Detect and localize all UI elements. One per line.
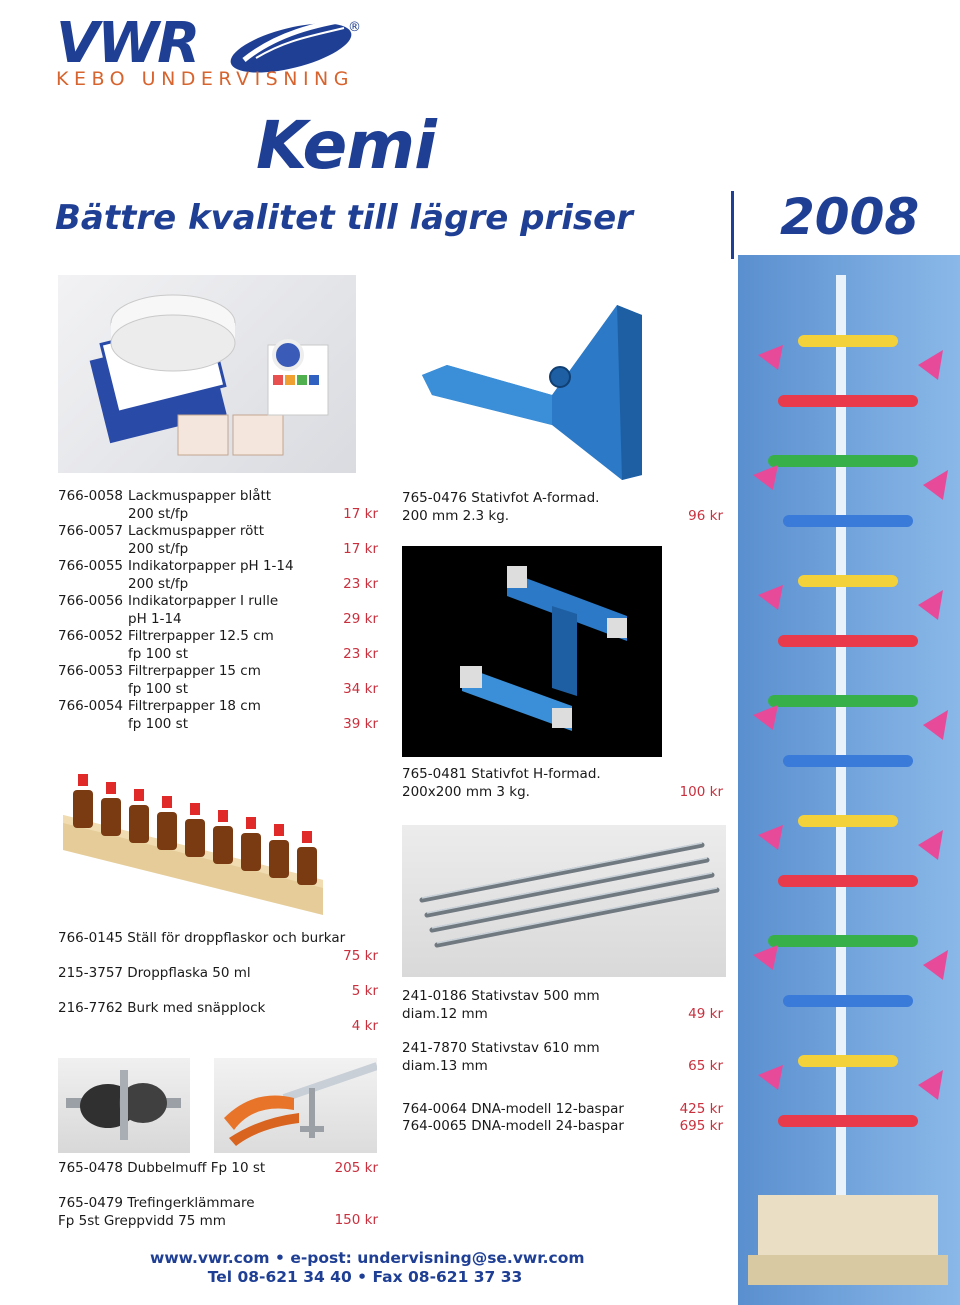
finger-clamp-photo — [214, 1058, 377, 1153]
price: 17 kr — [343, 540, 378, 557]
footer-contact — [150, 1249, 585, 1287]
price: 29 kr — [343, 610, 378, 627]
website-link[interactable]: www.vwr.com — [150, 1249, 270, 1267]
price: 23 kr — [343, 645, 378, 662]
list-item: 200 st/fp 17 kr — [128, 505, 378, 522]
double-muff-desc: 765-0478 Dubbelmuff Fp 10 st — [58, 1160, 266, 1176]
bottle-rack-desc: 766-0145 Ställ för droppflaskor och burkar — [58, 930, 346, 946]
tagline: Bättre kvalitet till lägre priser — [55, 198, 633, 238]
price: 17 kr — [343, 505, 378, 522]
stand-h-price: 100 kr — [679, 784, 723, 800]
list-item: 200 st/fp 23 kr — [128, 575, 378, 592]
year-divider — [731, 191, 734, 259]
fax: Fax 08-621 37 33 — [372, 1268, 523, 1286]
list-item: fp 100 st 39 kr — [128, 715, 378, 732]
vwr-logo — [56, 11, 366, 94]
rod-610-price: 65 kr — [688, 1058, 723, 1074]
rods-photo — [402, 825, 726, 977]
finger-clamp-desc: 765-0479 Trefingerklämmare Fp 5st Greppvidd 75 mm — [58, 1195, 255, 1229]
jar-price: 4 kr — [351, 1018, 378, 1034]
dropper-bottle-desc: 215-3757 Droppflaska 50 ml — [58, 965, 251, 981]
list-item: fp 100 st 23 kr — [128, 645, 378, 662]
double-muff-price: 205 kr — [334, 1160, 378, 1176]
dropper-bottle-price: 5 kr — [351, 983, 378, 999]
year: 2008 — [780, 188, 920, 246]
rod-610-desc: 241-7870 Stativstav 610 mm diam.13 mm — [402, 1040, 600, 1074]
list-item: 766-0053 Filtrerpapper 15 cm — [58, 663, 261, 679]
paper-products-photo — [58, 275, 356, 473]
list-item: 766-0055 Indikatorpapper pH 1-14 — [58, 558, 294, 574]
finger-clamp-price: 150 kr — [334, 1212, 378, 1228]
list-item: 766-0054 Filtrerpapper 18 cm — [58, 698, 261, 714]
footer-line-1: www.vwr.com • e-post: undervisning@se.vwr.com — [150, 1249, 585, 1267]
list-item: 766-0057 Lackmuspapper rött — [58, 523, 265, 539]
stand-a-photo — [402, 275, 660, 482]
leaf-logo-icon — [216, 14, 366, 74]
dna-24-desc: 764-0065 DNA-modell 24-baspar — [402, 1118, 624, 1134]
paper-list — [58, 488, 378, 733]
price: 23 kr — [343, 575, 378, 592]
dna-12-desc: 764-0064 DNA-modell 12-baspar — [402, 1101, 624, 1117]
jar-desc: 216-7762 Burk med snäpplock — [58, 1000, 266, 1016]
bottle-rack-photo — [58, 770, 328, 918]
rod-500-price: 49 kr — [688, 1006, 723, 1022]
logo-subtitle: KEBO UNDERVISNING — [56, 68, 354, 90]
price: 34 kr — [343, 680, 378, 697]
stand-a-desc: 765-0476 Stativfot A-formad. 200 mm 2.3 kg. — [402, 490, 600, 524]
list-item: 766-0058 Lackmuspapper blått — [58, 488, 272, 504]
list-item: 766-0056 Indikatorpapper I rulle — [58, 593, 279, 609]
double-muff-photo — [58, 1058, 190, 1153]
bottle-rack-price: 75 kr — [343, 948, 378, 964]
list-item: 200 st/fp 17 kr — [128, 540, 378, 557]
email-link[interactable]: e-post: undervisning@se.vwr.com — [290, 1249, 585, 1267]
price: 39 kr — [343, 715, 378, 732]
stand-h-photo — [402, 546, 662, 757]
dna-12-price: 425 kr — [679, 1101, 723, 1117]
dna-model-photo — [738, 255, 960, 1305]
stand-h-desc: 765-0481 Stativfot H-formad. 200x200 mm 3 kg. — [402, 766, 601, 800]
dna-24-price: 695 kr — [679, 1118, 723, 1134]
footer-line-2: Tel 08-621 34 40 • Fax 08-621 37 33 — [207, 1268, 523, 1286]
phone: Tel 08-621 34 40 — [207, 1268, 352, 1286]
rod-500-desc: 241-0186 Stativstav 500 mm diam.12 mm — [402, 988, 600, 1022]
list-item: fp 100 st 34 kr — [128, 680, 378, 697]
registered-mark: ® — [348, 20, 361, 35]
list-item: 766-0052 Filtrerpapper 12.5 cm — [58, 628, 274, 644]
logo-text: VWR — [56, 11, 199, 76]
page-title: Kemi — [256, 107, 436, 184]
stand-a-price: 96 kr — [688, 508, 723, 524]
list-item: pH 1-14 29 kr — [128, 610, 378, 627]
